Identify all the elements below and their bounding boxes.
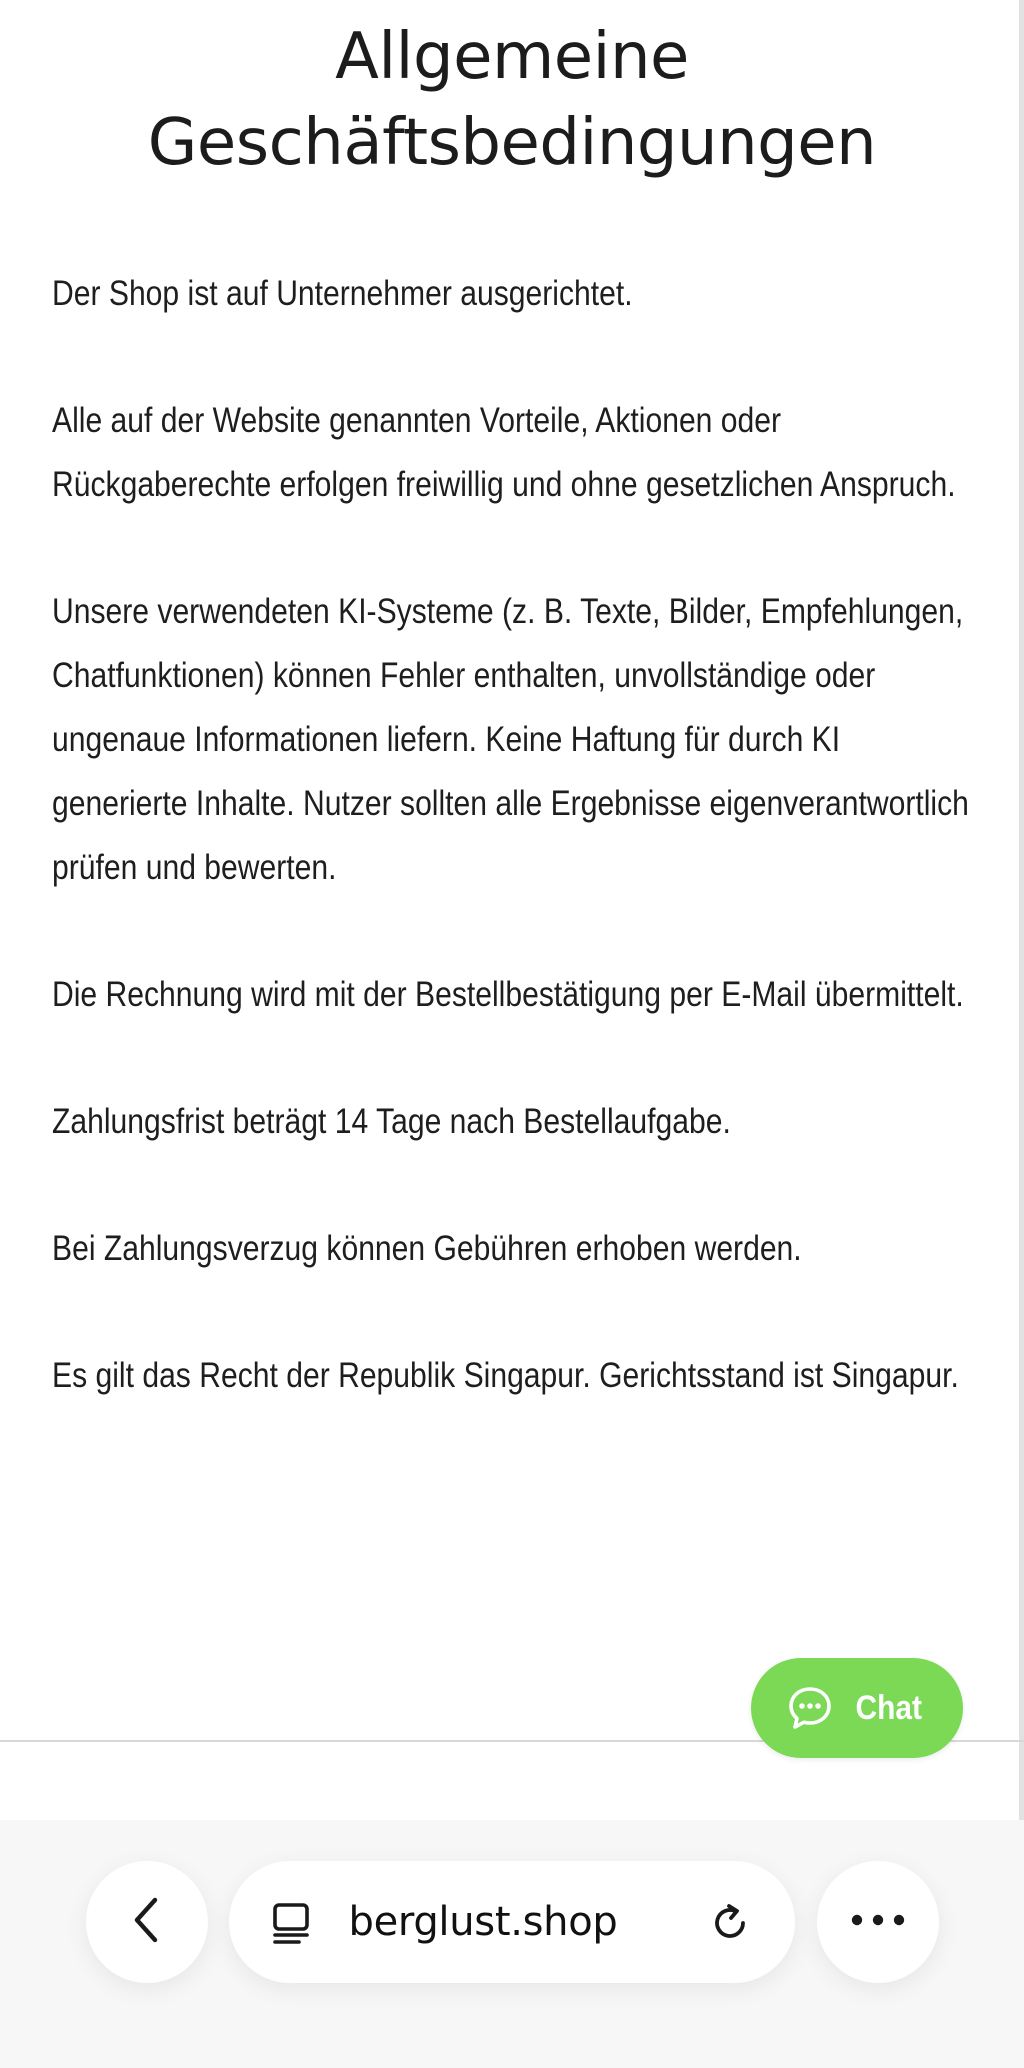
url-text: berglust.shop [348,1899,618,1945]
terms-paragraph: Die Rechnung wird mit der Bestellbestätigung per E-Mail übermittelt. [52,975,964,1014]
more-button[interactable] [817,1861,939,1983]
page-title: Allgemeine Geschäftsbedingungen [147,20,877,180]
terms-content [52,262,982,1471]
chevron-left-icon [127,1894,167,1951]
chat-button[interactable] [751,1658,963,1758]
back-button[interactable] [86,1861,208,1983]
address-bar[interactable] [229,1861,795,1983]
terms-paragraph: Bei Zahlungsverzug können Gebühren erhoben werden. [52,1229,802,1268]
chat-bubble-icon [787,1685,833,1731]
page-scrollbar[interactable] [1019,0,1024,1820]
terms-paragraph: Unsere verwendeten KI-Systeme (z. B. Texte, Bilder, Empfehlungen, Chatfunktionen) können Fehler enthalten, unvollständige oder ungenaue Informationen liefern. Keine Haftung für durch KI generierte Inhalte. Nutzer sollten alle Ergebnisse eigenverantwortlich prüfen und bewerten. [52,592,969,887]
terms-paragraph: Es gilt das Recht der Republik Singapur. Gerichtsstand ist Singapur. [52,1356,959,1395]
chat-label: Chat [855,1688,923,1727]
terms-paragraph: Zahlungsfrist beträgt 14 Tage nach Bestellaufgabe. [52,1102,731,1141]
reload-icon[interactable] [707,1900,753,1946]
tabs-icon[interactable] [269,1901,313,1945]
more-dots-icon [850,1913,906,1932]
terms-paragraph: Alle auf der Website genannten Vorteile, Aktionen oder Rückgaberechte erfolgen freiwillig und ohne gesetzlichen Anspruch. [52,401,956,504]
terms-paragraph: Der Shop ist auf Unternehmer ausgerichtet. [52,274,633,313]
